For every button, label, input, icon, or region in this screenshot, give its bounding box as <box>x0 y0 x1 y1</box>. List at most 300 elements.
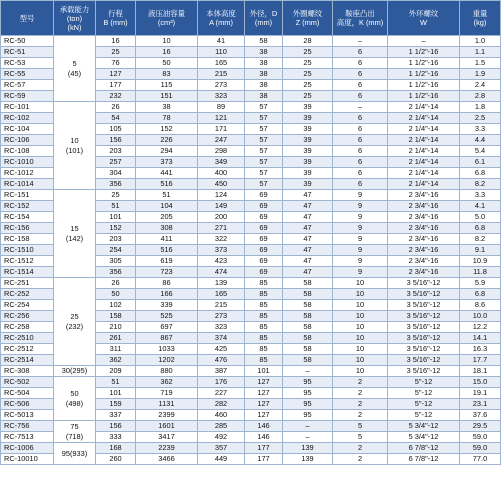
table-cell: – <box>283 366 333 377</box>
model-cell: RC-10010 <box>1 454 54 465</box>
table-cell: 425 <box>198 344 245 355</box>
table-cell: 226 <box>136 135 198 146</box>
table-cell: 85 <box>245 322 283 333</box>
table-cell: 10 <box>333 355 388 366</box>
table-cell: 51 <box>136 190 198 201</box>
table-cell: 1601 <box>136 421 198 432</box>
table-cell: 10 <box>333 300 388 311</box>
model-cell: RC-1514 <box>1 267 54 278</box>
table-cell: 5"-12 <box>388 399 460 410</box>
table-cell: 39 <box>283 157 333 168</box>
table-cell: 339 <box>136 300 198 311</box>
table-cell: 200 <box>198 212 245 223</box>
table-cell: 47 <box>283 234 333 245</box>
capacity-cell: 30(295) <box>54 366 96 377</box>
table-cell: 10 <box>333 289 388 300</box>
table-cell: 166 <box>136 289 198 300</box>
column-header: 液压油容量 (cm³) <box>136 1 198 36</box>
table-cell: 38 <box>245 69 283 80</box>
table-cell: 2 3/4"-16 <box>388 267 460 278</box>
table-cell: 880 <box>136 366 198 377</box>
column-header: 型号 <box>1 1 54 36</box>
table-cell: 165 <box>198 58 245 69</box>
table-cell: 47 <box>283 245 333 256</box>
table-cell: 10.9 <box>460 256 501 267</box>
table-cell: 2399 <box>136 410 198 421</box>
table-cell: 124 <box>198 190 245 201</box>
table-cell: 69 <box>245 234 283 245</box>
table-cell: 69 <box>245 201 283 212</box>
table-cell: 85 <box>245 289 283 300</box>
table-cell: 304 <box>96 168 136 179</box>
table-cell: 47 <box>283 212 333 223</box>
table-cell: 69 <box>245 190 283 201</box>
model-cell: RC-1010 <box>1 157 54 168</box>
table-cell: 203 <box>96 234 136 245</box>
table-cell: 18.1 <box>460 366 501 377</box>
table-cell: 69 <box>245 245 283 256</box>
table-cell: 2 3/4"-16 <box>388 201 460 212</box>
table-cell: 2 1/4"-14 <box>388 124 460 135</box>
table-cell: – <box>283 421 333 432</box>
table-cell: 9 <box>333 234 388 245</box>
table-cell: 362 <box>96 355 136 366</box>
table-cell: 6 <box>333 47 388 58</box>
table-cell: 83 <box>136 69 198 80</box>
table-cell: 2 3/4"-16 <box>388 234 460 245</box>
table-cell: 39 <box>283 146 333 157</box>
model-cell: RC-57 <box>1 80 54 91</box>
table-row <box>1 377 501 388</box>
table-cell: 2239 <box>136 443 198 454</box>
table-cell: 3 5/16"-12 <box>388 311 460 322</box>
table-cell: 322 <box>198 234 245 245</box>
table-cell: 5 <box>333 421 388 432</box>
table-cell: 3 5/16"-12 <box>388 322 460 333</box>
table-cell: 59.0 <box>460 443 501 454</box>
table-cell: 51 <box>96 201 136 212</box>
table-cell: 127 <box>245 399 283 410</box>
table-cell: 165 <box>198 289 245 300</box>
table-cell: 17.7 <box>460 355 501 366</box>
table-cell: 8.2 <box>460 179 501 190</box>
table-cell: 2 1/4"-14 <box>388 157 460 168</box>
table-cell: 168 <box>96 443 136 454</box>
table-cell: 450 <box>198 179 245 190</box>
table-cell: 47 <box>283 201 333 212</box>
table-cell: 95 <box>283 388 333 399</box>
table-cell: 4.1 <box>460 201 501 212</box>
table-cell: 95 <box>283 399 333 410</box>
table-cell: 3.3 <box>460 190 501 201</box>
table-cell: 156 <box>96 421 136 432</box>
table-cell: 47 <box>283 267 333 278</box>
table-cell: 14.1 <box>460 333 501 344</box>
model-cell: RC-154 <box>1 212 54 223</box>
table-cell: 152 <box>96 223 136 234</box>
table-cell: 78 <box>136 113 198 124</box>
table-cell: 3 5/16"-12 <box>388 366 460 377</box>
header-row <box>1 1 501 36</box>
table-cell: 59.0 <box>460 432 501 443</box>
capacity-cell: 10 (101) <box>54 102 96 190</box>
table-body <box>1 36 501 465</box>
table-cell: 411 <box>136 234 198 245</box>
table-cell: 2 3/4"-16 <box>388 190 460 201</box>
model-cell: RC-51 <box>1 47 54 58</box>
column-header: 本体高度 A (mm) <box>198 1 245 36</box>
table-cell: 58 <box>283 344 333 355</box>
table-cell: 2 <box>333 443 388 454</box>
table-cell: 47 <box>283 190 333 201</box>
table-cell: 9 <box>333 256 388 267</box>
table-cell: 25 <box>96 190 136 201</box>
table-cell: 305 <box>96 256 136 267</box>
table-cell: 85 <box>245 278 283 289</box>
model-cell: RC-1510 <box>1 245 54 256</box>
table-cell: 516 <box>136 245 198 256</box>
table-cell: 57 <box>245 146 283 157</box>
table-cell: 16 <box>136 47 198 58</box>
table-cell: 697 <box>136 322 198 333</box>
table-cell: 6 <box>333 80 388 91</box>
table-cell: 58 <box>283 278 333 289</box>
table-cell: 1 1/2"-16 <box>388 69 460 80</box>
table-cell: 171 <box>198 124 245 135</box>
table-cell: 38 <box>245 47 283 58</box>
table-cell: 16.3 <box>460 344 501 355</box>
table-cell: 356 <box>96 179 136 190</box>
table-cell: 47 <box>283 256 333 267</box>
table-cell: 294 <box>136 146 198 157</box>
table-cell: 1033 <box>136 344 198 355</box>
table-cell: 6 <box>333 124 388 135</box>
table-cell: 423 <box>198 256 245 267</box>
table-cell: 2 <box>333 454 388 465</box>
table-cell: 2 <box>333 388 388 399</box>
table-cell: 149 <box>198 201 245 212</box>
table-cell: 1 1/2"-16 <box>388 47 460 58</box>
table-cell: 85 <box>245 355 283 366</box>
table-cell: 69 <box>245 212 283 223</box>
table-cell: 5"-12 <box>388 377 460 388</box>
table-row <box>1 102 501 113</box>
table-row <box>1 366 501 377</box>
table-cell: 6 <box>333 146 388 157</box>
model-cell: RC-156 <box>1 223 54 234</box>
table-cell: 58 <box>283 322 333 333</box>
table-cell: 38 <box>245 91 283 102</box>
model-cell: RC-254 <box>1 300 54 311</box>
table-cell: 6 <box>333 135 388 146</box>
table-cell: 156 <box>96 135 136 146</box>
table-cell: 333 <box>96 432 136 443</box>
table-cell: 1 1/2"-16 <box>388 80 460 91</box>
model-cell: RC-2510 <box>1 333 54 344</box>
capacity-cell: 15 (142) <box>54 190 96 278</box>
table-cell: 476 <box>198 355 245 366</box>
table-cell: 387 <box>198 366 245 377</box>
table-cell: 232 <box>96 91 136 102</box>
table-cell: 2 3/4"-16 <box>388 223 460 234</box>
table-cell: 723 <box>136 267 198 278</box>
table-cell: 2.4 <box>460 80 501 91</box>
table-cell: 16 <box>96 36 136 47</box>
table-cell: 449 <box>198 454 245 465</box>
table-row <box>1 190 501 201</box>
table-cell: 5 <box>333 432 388 443</box>
table-cell: 273 <box>198 80 245 91</box>
table-cell: 57 <box>245 157 283 168</box>
table-cell: 12.2 <box>460 322 501 333</box>
table-cell: 38 <box>136 102 198 113</box>
table-row <box>1 421 501 432</box>
table-cell: 25 <box>283 69 333 80</box>
model-cell: RC-2512 <box>1 344 54 355</box>
table-cell: 25 <box>283 47 333 58</box>
table-cell: 57 <box>245 168 283 179</box>
column-header: 承载能力 (ton) (kN) <box>54 1 96 36</box>
table-cell: 215 <box>198 69 245 80</box>
table-cell: 39 <box>283 168 333 179</box>
table-cell: 95 <box>283 377 333 388</box>
table-cell: 5"-12 <box>388 388 460 399</box>
capacity-cell: 75 (718) <box>54 421 96 443</box>
model-cell: RC-506 <box>1 399 54 410</box>
table-cell: 3 5/16"-12 <box>388 278 460 289</box>
table-cell: 105 <box>96 124 136 135</box>
table-cell: 6.8 <box>460 168 501 179</box>
table-cell: 349 <box>198 157 245 168</box>
table-cell: 121 <box>198 113 245 124</box>
table-cell: 867 <box>136 333 198 344</box>
table-cell: 3 5/16"-12 <box>388 344 460 355</box>
table-cell: 9 <box>333 201 388 212</box>
table-cell: – <box>388 36 460 47</box>
table-cell: 5.9 <box>460 278 501 289</box>
table-cell: 54 <box>96 113 136 124</box>
table-cell: 323 <box>198 322 245 333</box>
model-cell: RC-152 <box>1 201 54 212</box>
table-cell: 95 <box>283 410 333 421</box>
table-cell: 101 <box>96 212 136 223</box>
table-cell: 115 <box>136 80 198 91</box>
table-cell: 1 1/2"-16 <box>388 58 460 69</box>
model-cell: RC-151 <box>1 190 54 201</box>
table-cell: 2 1/4"-14 <box>388 146 460 157</box>
table-cell: 10 <box>333 344 388 355</box>
table-cell: 10 <box>333 366 388 377</box>
table-cell: 85 <box>245 344 283 355</box>
table-cell: 260 <box>96 454 136 465</box>
table-cell: 257 <box>96 157 136 168</box>
table-cell: 85 <box>245 333 283 344</box>
table-cell: 400 <box>198 168 245 179</box>
table-cell: 373 <box>136 157 198 168</box>
table-cell: 50 <box>136 58 198 69</box>
table-cell: 6 <box>333 168 388 179</box>
table-cell: 3 5/16"-12 <box>388 333 460 344</box>
table-cell: 210 <box>96 322 136 333</box>
column-header: 鞍座凸出 高度，K (mm) <box>333 1 388 36</box>
table-cell: 2 1/4"-14 <box>388 102 460 113</box>
capacity-cell: 95(933) <box>54 443 96 465</box>
table-cell: 203 <box>96 146 136 157</box>
model-cell: RC-256 <box>1 311 54 322</box>
table-cell: 3466 <box>136 454 198 465</box>
capacity-cell: 5 (45) <box>54 36 96 102</box>
table-cell: 19.1 <box>460 388 501 399</box>
table-cell: 39 <box>283 113 333 124</box>
table-cell: 177 <box>245 454 283 465</box>
table-cell: 57 <box>245 102 283 113</box>
table-cell: 460 <box>198 410 245 421</box>
table-cell: 39 <box>283 179 333 190</box>
table-cell: 5 3/4"-12 <box>388 432 460 443</box>
table-cell: 215 <box>198 300 245 311</box>
table-cell: 8.6 <box>460 300 501 311</box>
model-cell: RC-1006 <box>1 443 54 454</box>
table-cell: 89 <box>198 102 245 113</box>
table-cell: 104 <box>136 201 198 212</box>
table-cell: 51 <box>96 377 136 388</box>
table-cell: 6 <box>333 69 388 80</box>
table-cell: 362 <box>136 377 198 388</box>
table-cell: 38 <box>245 58 283 69</box>
table-cell: 205 <box>136 212 198 223</box>
table-cell: 3 5/16"-12 <box>388 355 460 366</box>
model-cell: RC-108 <box>1 146 54 157</box>
table-cell: 4.4 <box>460 135 501 146</box>
table-cell: 3417 <box>136 432 198 443</box>
table-cell: – <box>333 36 388 47</box>
table-cell: 1131 <box>136 399 198 410</box>
table-cell: 9 <box>333 223 388 234</box>
table-cell: 139 <box>283 454 333 465</box>
table-cell: 441 <box>136 168 198 179</box>
table-cell: 69 <box>245 223 283 234</box>
table-cell: – <box>333 102 388 113</box>
table-cell: 25 <box>96 47 136 58</box>
table-cell: 159 <box>96 399 136 410</box>
table-cell: 39 <box>283 135 333 146</box>
table-cell: 139 <box>283 443 333 454</box>
table-cell: 69 <box>245 256 283 267</box>
table-cell: 25 <box>283 91 333 102</box>
table-cell: 26 <box>96 278 136 289</box>
model-cell: RC-55 <box>1 69 54 80</box>
table-cell: 57 <box>245 124 283 135</box>
table-cell: 127 <box>245 388 283 399</box>
table-cell: 2 3/4"-16 <box>388 245 460 256</box>
table-cell: 77.0 <box>460 454 501 465</box>
table-cell: 86 <box>136 278 198 289</box>
table-cell: 25 <box>283 58 333 69</box>
table-cell: 25 <box>283 80 333 91</box>
model-cell: RC-2514 <box>1 355 54 366</box>
capacity-cell: 25 (232) <box>54 278 96 366</box>
table-cell: 127 <box>96 69 136 80</box>
table-cell: 9.1 <box>460 245 501 256</box>
table-cell: 6 7/8"-12 <box>388 454 460 465</box>
model-cell: RC-7513 <box>1 432 54 443</box>
table-cell: 152 <box>136 124 198 135</box>
column-header: 重量 (kg) <box>460 1 501 36</box>
table-cell: 1.5 <box>460 58 501 69</box>
table-cell: 69 <box>245 267 283 278</box>
table-cell: 356 <box>96 267 136 278</box>
table-cell: 6 <box>333 91 388 102</box>
table-cell: 525 <box>136 311 198 322</box>
table-cell: 2 1/4"-14 <box>388 168 460 179</box>
table-cell: 1.1 <box>460 47 501 58</box>
model-cell: RC-502 <box>1 377 54 388</box>
table-cell: 146 <box>245 421 283 432</box>
table-cell: 2.8 <box>460 91 501 102</box>
table-cell: 151 <box>136 91 198 102</box>
table-cell: 6 <box>333 58 388 69</box>
model-cell: RC-5013 <box>1 410 54 421</box>
table-cell: 146 <box>245 432 283 443</box>
model-cell: RC-101 <box>1 102 54 113</box>
table-cell: 10 <box>333 311 388 322</box>
table-cell: 285 <box>198 421 245 432</box>
table-row <box>1 36 501 47</box>
table-cell: 10 <box>136 36 198 47</box>
table-cell: 719 <box>136 388 198 399</box>
column-header: 外圈螺纹 Z (mm) <box>283 1 333 36</box>
table-cell: 5.4 <box>460 146 501 157</box>
table-cell: 3.3 <box>460 124 501 135</box>
table-cell: 50 <box>96 289 136 300</box>
table-row <box>1 278 501 289</box>
table-cell: 101 <box>245 366 283 377</box>
table-cell: 3 5/16"-12 <box>388 300 460 311</box>
column-header: 外径，D (mm) <box>245 1 283 36</box>
table-cell: 26 <box>96 102 136 113</box>
model-cell: RC-53 <box>1 58 54 69</box>
table-cell: 357 <box>198 443 245 454</box>
table-cell: 9 <box>333 267 388 278</box>
table-cell: 492 <box>198 432 245 443</box>
table-row <box>1 443 501 454</box>
table-cell: 9 <box>333 245 388 256</box>
table-cell: 15.0 <box>460 377 501 388</box>
table-cell: 1.9 <box>460 69 501 80</box>
table-cell: 23.1 <box>460 399 501 410</box>
table-cell: 619 <box>136 256 198 267</box>
model-cell: RC-50 <box>1 36 54 47</box>
table-cell: 2.5 <box>460 113 501 124</box>
table-cell: 1 1/2"-16 <box>388 91 460 102</box>
table-cell: 2 1/4"-14 <box>388 135 460 146</box>
table-cell: 273 <box>198 311 245 322</box>
table-cell: 308 <box>136 223 198 234</box>
model-cell: RC-102 <box>1 113 54 124</box>
table-cell: 9 <box>333 190 388 201</box>
table-cell: 58 <box>283 355 333 366</box>
table-cell: 2 1/4"-14 <box>388 179 460 190</box>
table-cell: 127 <box>245 377 283 388</box>
table-cell: 374 <box>198 333 245 344</box>
model-cell: RC-504 <box>1 388 54 399</box>
table-cell: 11.8 <box>460 267 501 278</box>
table-cell: 41 <box>198 36 245 47</box>
table-cell: 3 5/16"-12 <box>388 289 460 300</box>
table-cell: 57 <box>245 113 283 124</box>
table-cell: 57 <box>245 179 283 190</box>
table-cell: 2 3/4"-16 <box>388 212 460 223</box>
